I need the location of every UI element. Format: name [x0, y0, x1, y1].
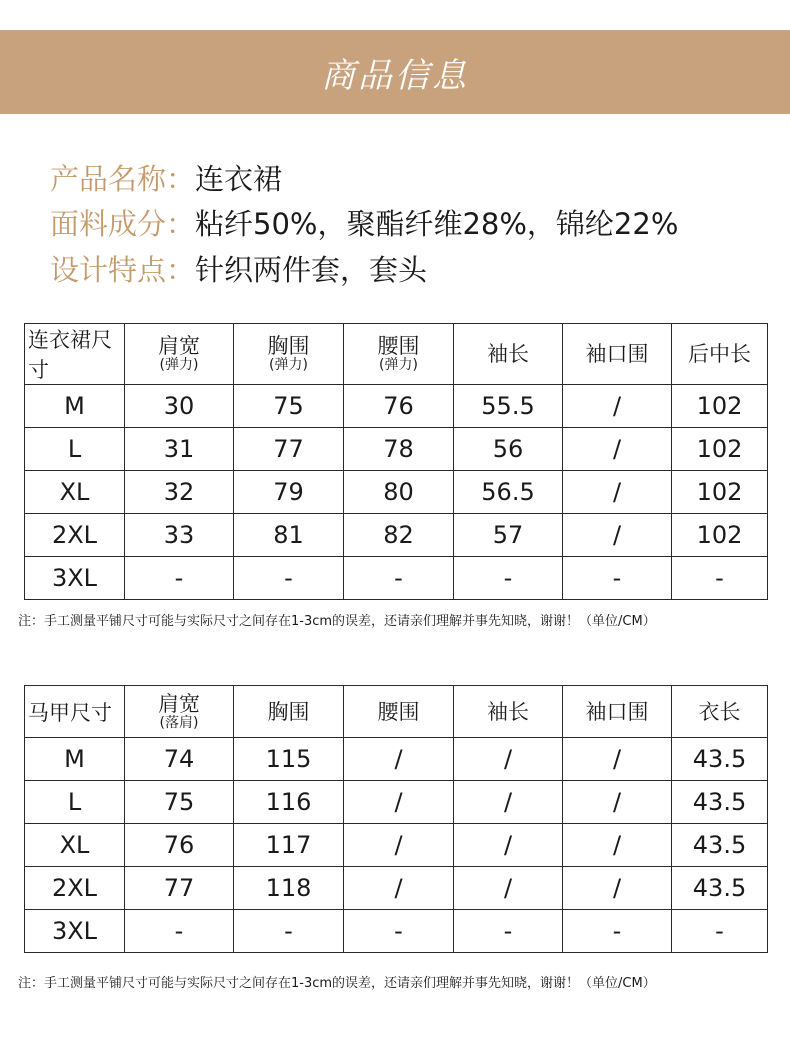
table-cell: 102: [672, 385, 768, 428]
table-cell: 102: [672, 428, 768, 471]
size-cell: 2XL: [25, 867, 125, 910]
table-cell: 82: [344, 514, 454, 557]
column-header: 腰围 (弹力): [344, 324, 454, 385]
table-cell: /: [344, 824, 454, 867]
size-cell: M: [25, 738, 125, 781]
table-cell: 74: [125, 738, 234, 781]
table-row: [25, 781, 768, 824]
table-cell: 102: [672, 514, 768, 557]
fabric-line: [50, 202, 678, 243]
table-row: [25, 385, 768, 428]
fabric-value: 粘纤50%，聚酯纤维28%，锦纶22%: [195, 207, 679, 241]
section-banner: [0, 30, 790, 114]
table-cell: 76: [344, 385, 454, 428]
table-cell: /: [344, 867, 454, 910]
table-row: [25, 738, 768, 781]
table-cell: 43.5: [672, 738, 768, 781]
size-cell: L: [25, 428, 125, 471]
table-cell: /: [563, 514, 672, 557]
product-name-label: 产品名称：: [50, 162, 196, 196]
table-cell: -: [672, 910, 768, 953]
table-header-row: [25, 686, 768, 738]
table-cell: 77: [125, 867, 234, 910]
column-header: 肩宽 (落肩): [125, 686, 234, 738]
table-cell: -: [125, 910, 234, 953]
table-row: [25, 471, 768, 514]
table-row: [25, 824, 768, 867]
table-cell: /: [563, 867, 672, 910]
size-cell: XL: [25, 824, 125, 867]
vest-size-table: [24, 685, 768, 953]
table-cell: 102: [672, 471, 768, 514]
measurement-note: 注：手工测量平铺尺寸可能与实际尺寸之间存在1-3cm的误差，还请亲们理解并事先知晓，谢谢！（单位/CM）: [18, 614, 656, 629]
table-row: [25, 867, 768, 910]
fabric-label: 面料成分：: [50, 207, 196, 241]
table-header-row: [25, 324, 768, 385]
table-cell: 32: [125, 471, 234, 514]
table-corner-label: 连衣裙尺寸: [25, 324, 125, 385]
design-line: [50, 248, 427, 289]
table-cell: /: [454, 824, 563, 867]
table-cell: -: [344, 557, 454, 600]
table-cell: /: [563, 824, 672, 867]
table-cell: -: [563, 557, 672, 600]
table-cell: 116: [234, 781, 344, 824]
table-cell: 33: [125, 514, 234, 557]
table-cell: /: [344, 781, 454, 824]
table-cell: /: [563, 428, 672, 471]
table-cell: -: [125, 557, 234, 600]
table-corner-label: 马甲尺寸: [25, 686, 125, 738]
table-cell: -: [234, 910, 344, 953]
table-cell: 56.5: [454, 471, 563, 514]
table-cell: -: [234, 557, 344, 600]
table-cell: /: [563, 471, 672, 514]
product-name-value: 连衣裙: [195, 162, 283, 196]
table-cell: 43.5: [672, 824, 768, 867]
size-cell: 3XL: [25, 910, 125, 953]
table-cell: 57: [454, 514, 563, 557]
table-cell: 81: [234, 514, 344, 557]
table-cell: /: [563, 781, 672, 824]
table-cell: 117: [234, 824, 344, 867]
table-row: [25, 910, 768, 953]
table-cell: 80: [344, 471, 454, 514]
table-cell: 55.5: [454, 385, 563, 428]
table-cell: 78: [344, 428, 454, 471]
size-cell: M: [25, 385, 125, 428]
table-cell: -: [454, 557, 563, 600]
table-cell: -: [563, 910, 672, 953]
table-row: [25, 514, 768, 557]
table-cell: 30: [125, 385, 234, 428]
measurement-note: 注：手工测量平铺尺寸可能与实际尺寸之间存在1-3cm的误差，还请亲们理解并事先知晓，谢谢！（单位/CM）: [18, 976, 656, 991]
table-cell: 31: [125, 428, 234, 471]
column-header: 袖口围: [563, 324, 672, 385]
table-cell: /: [344, 738, 454, 781]
table-cell: 77: [234, 428, 344, 471]
table-row: [25, 557, 768, 600]
column-header: 衣长: [672, 686, 768, 738]
size-cell: L: [25, 781, 125, 824]
design-value: 针织两件套，套头: [195, 253, 428, 287]
table-cell: /: [563, 385, 672, 428]
table-cell: /: [563, 738, 672, 781]
table-cell: 79: [234, 471, 344, 514]
size-cell: 2XL: [25, 514, 125, 557]
product-name-line: [50, 157, 282, 198]
table-cell: 118: [234, 867, 344, 910]
table-cell: 75: [125, 781, 234, 824]
table-cell: 43.5: [672, 867, 768, 910]
column-header: 胸围 (弹力): [234, 324, 344, 385]
column-header: 袖长: [454, 686, 563, 738]
dress-size-table: [24, 323, 768, 600]
column-header: 袖口围: [563, 686, 672, 738]
column-header: 腰围: [344, 686, 454, 738]
table-cell: /: [454, 867, 563, 910]
table-cell: /: [454, 738, 563, 781]
column-header: 后中长: [672, 324, 768, 385]
table-row: [25, 428, 768, 471]
table-cell: -: [454, 910, 563, 953]
section-title: 商品信息: [321, 55, 469, 96]
table-cell: -: [672, 557, 768, 600]
design-label: 设计特点：: [50, 253, 196, 287]
table-cell: 43.5: [672, 781, 768, 824]
table-cell: 115: [234, 738, 344, 781]
table-cell: /: [454, 781, 563, 824]
table-cell: 56: [454, 428, 563, 471]
column-header: 肩宽 (弹力): [125, 324, 234, 385]
table-cell: 76: [125, 824, 234, 867]
column-header: 袖长: [454, 324, 563, 385]
column-header: 胸围: [234, 686, 344, 738]
size-cell: XL: [25, 471, 125, 514]
table-cell: -: [344, 910, 454, 953]
table-cell: 75: [234, 385, 344, 428]
size-cell: 3XL: [25, 557, 125, 600]
